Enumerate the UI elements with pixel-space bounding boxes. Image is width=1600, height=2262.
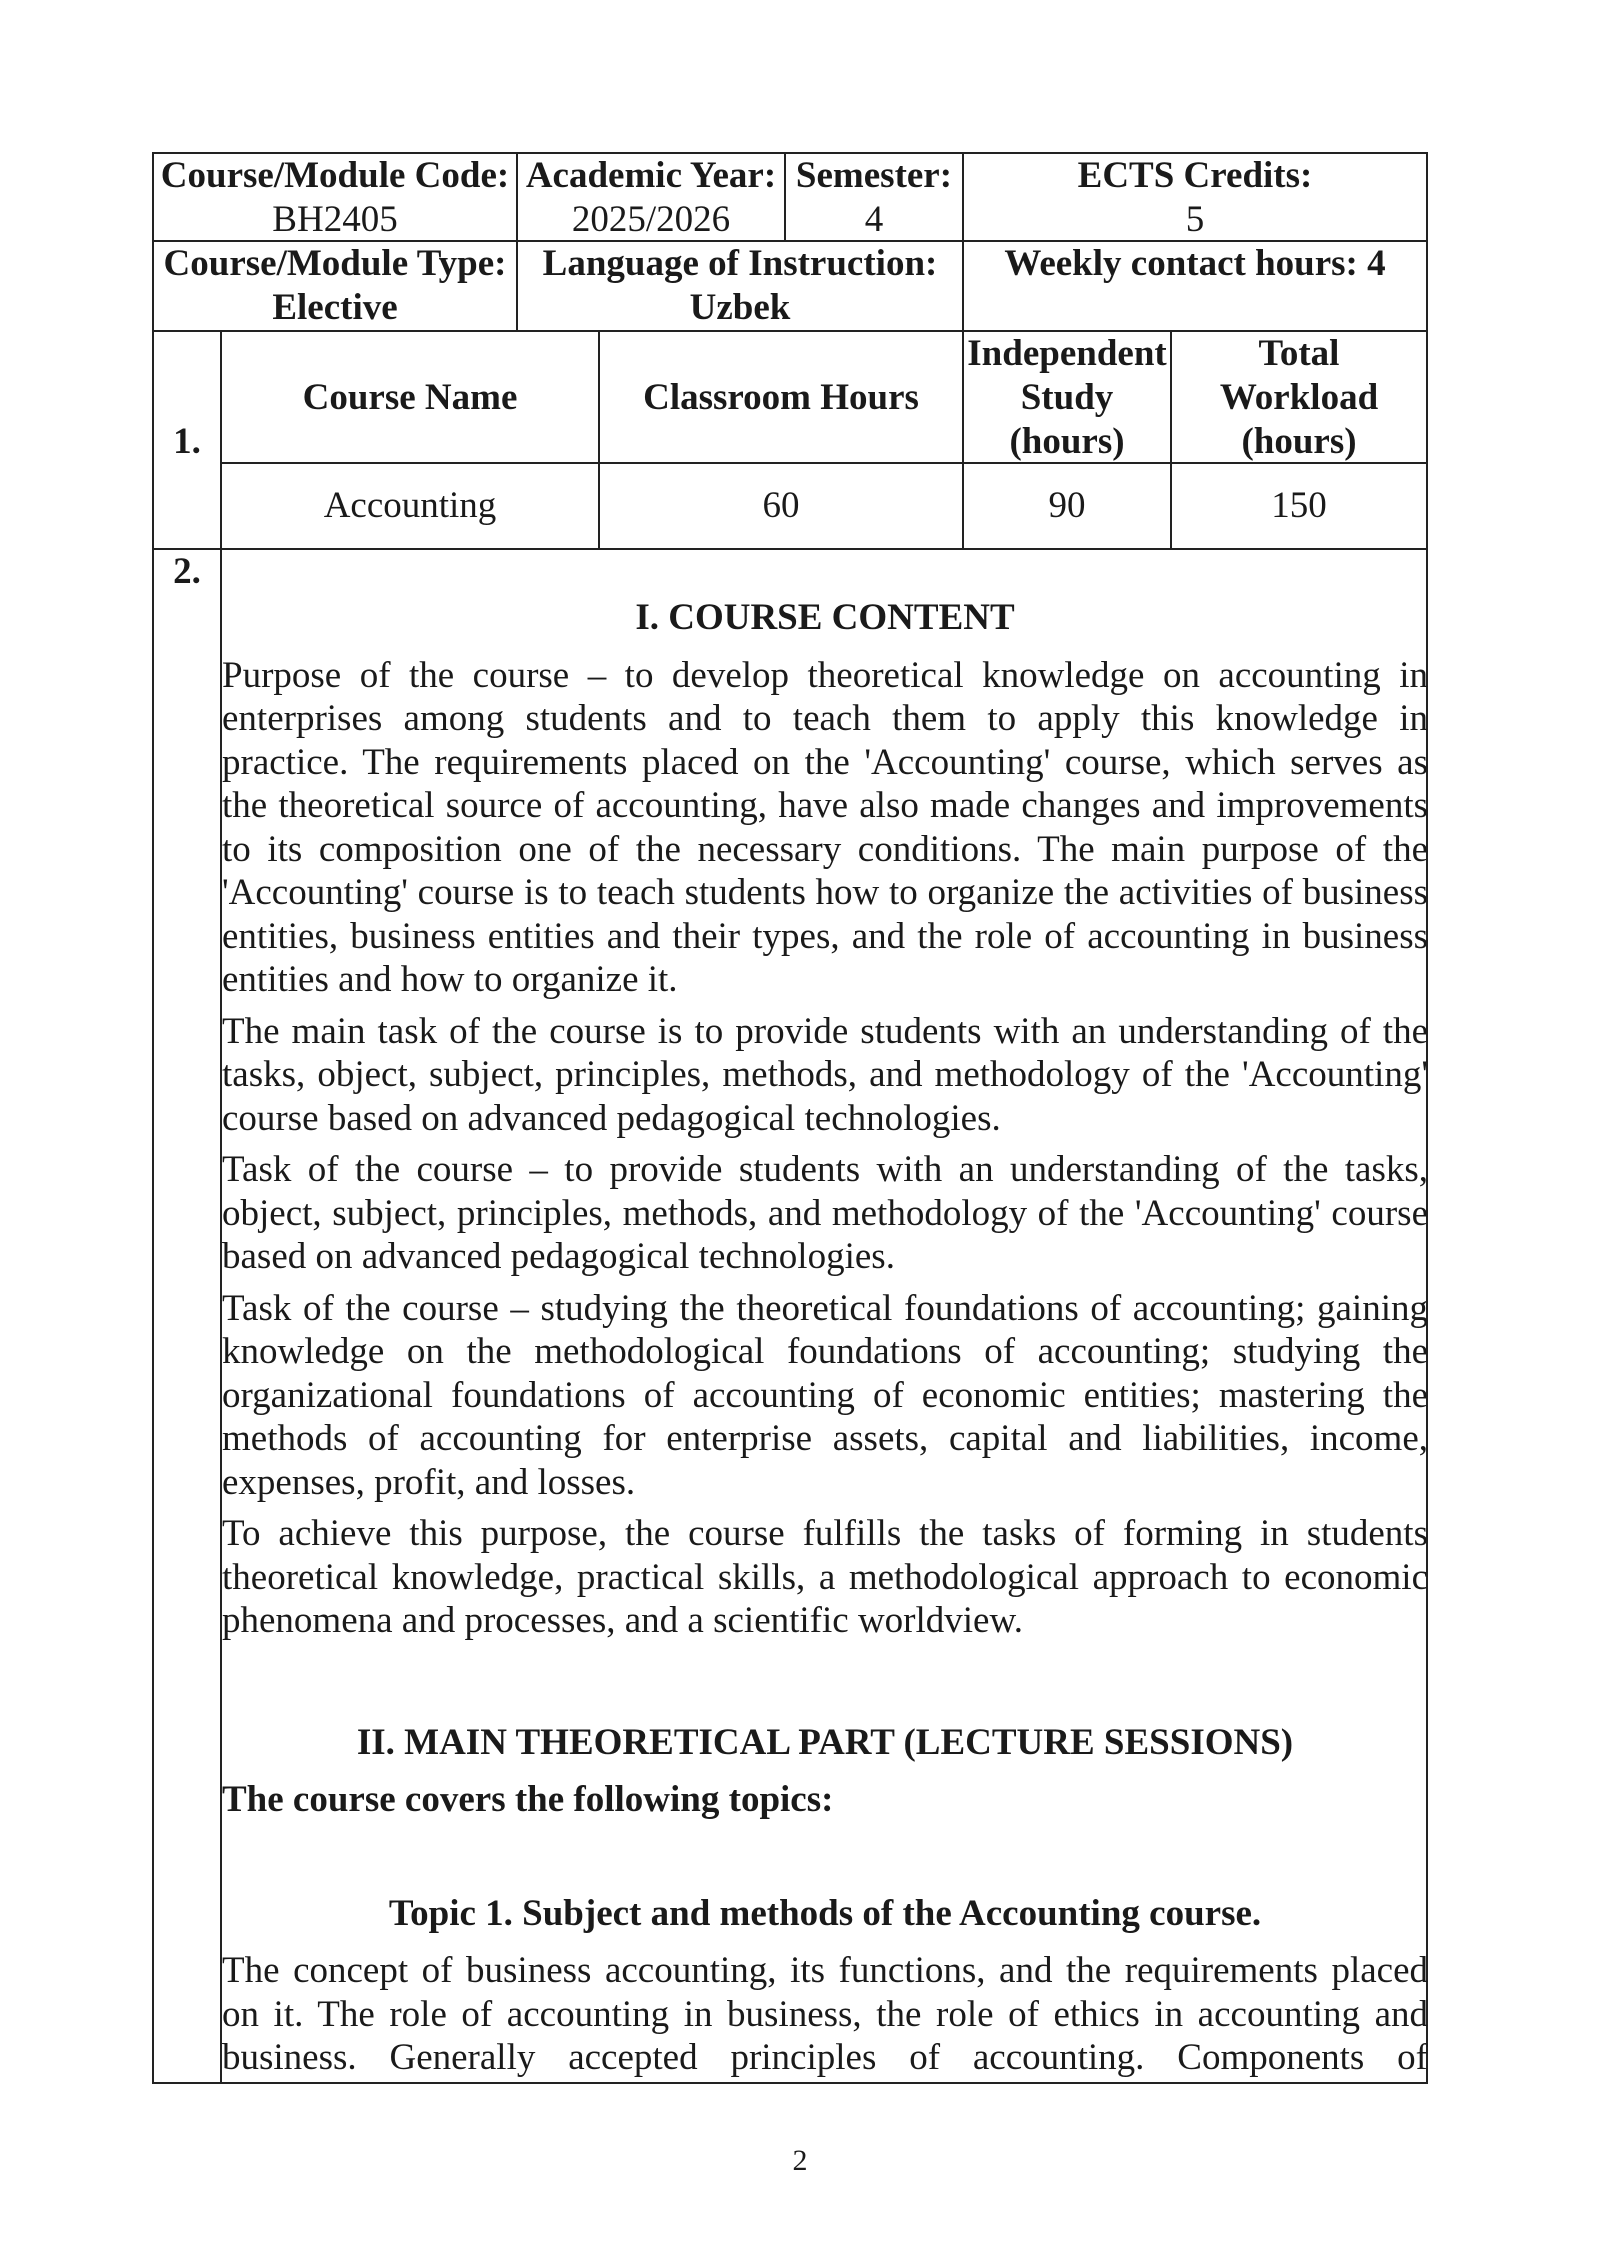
topics-intro: The course covers the following topics: xyxy=(222,1779,834,1820)
course-code-cell xyxy=(154,154,516,240)
section-2-content xyxy=(222,548,1428,2088)
ects-cell xyxy=(964,154,1426,240)
course-code-label: Course/Module Code: xyxy=(160,155,510,196)
section-number-2: 2. xyxy=(173,551,201,592)
topic-1-text: The concept of business accounting, its functions, and the requirements placed on it. The role of accounting in business, the role of ethics in accounting and business. Generally accepted principles of accounting. Components of xyxy=(222,1950,1428,2078)
module-type-value: Elective xyxy=(272,287,398,328)
academic-year-label: Academic Year: xyxy=(525,155,777,196)
column-header-line: Total xyxy=(1258,333,1340,374)
column-header-line: (hours) xyxy=(1241,421,1357,462)
module-type-cell xyxy=(154,242,516,330)
column-header-line: (hours) xyxy=(1009,421,1125,462)
paragraph: Task of the course – to provide students with an understanding of the tasks, object, subject, principles, methods, and methodology of the 'Accounting' course based on advanced pedagogical technologies. xyxy=(222,1149,1428,1277)
column-header-line: Independent xyxy=(967,333,1167,374)
cell-total-workload: 150 xyxy=(1271,485,1327,526)
semester-value: 4 xyxy=(864,199,884,240)
semester-cell xyxy=(786,154,962,240)
topic-1-title: Topic 1. Subject and methods of the Accounting course. xyxy=(388,1892,1262,1934)
column-header-total-workload xyxy=(1172,332,1426,464)
language-cell xyxy=(518,242,962,330)
heading-main-theoretical-part: II. MAIN THEORETICAL PART (LECTURE SESSIONS) xyxy=(356,1721,1294,1763)
cell-course-name: Accounting xyxy=(323,485,497,526)
semester-label: Semester: xyxy=(795,155,953,196)
cell-independent-study: 90 xyxy=(1048,485,1086,526)
paragraph: Purpose of the course – to develop theoretical knowledge on accounting in enterprises among students and to teach them to apply this knowledge in practice. The requirements placed on the 'Accounting' course, which serves as the theoretical source of accounting, have also made changes and improvements to its composition one of the necessary conditions. The main purpose of the 'Accounting' course is to teach students how to organize the activities of business entities, business entities and their types, and the role of accounting in business entities and how to organize it. xyxy=(222,654,1428,1000)
weekly-hours-text: Weekly contact hours: 4 xyxy=(1004,243,1386,284)
section-number-1: 1. xyxy=(173,421,201,462)
column-header-independent-study xyxy=(964,332,1170,464)
course-code-value: BH2405 xyxy=(272,199,398,240)
heading-course-content: I. COURSE CONTENT xyxy=(635,597,1015,638)
column-header-line: Study xyxy=(1020,377,1114,418)
module-type-label: Course/Module Type: xyxy=(163,243,507,284)
academic-year-cell xyxy=(518,154,784,240)
page-number: 2 xyxy=(792,2144,808,2177)
ects-label: ECTS Credits: xyxy=(1077,155,1313,196)
weekly-hours-cell xyxy=(964,242,1426,330)
ects-value: 5 xyxy=(1185,199,1205,240)
paragraph: To achieve this purpose, the course fulfills the tasks of forming in students theoretical knowledge, practical skills, a methodological approach to economic phenomena and processes, and a scientific worldview. xyxy=(222,1513,1428,1641)
language-value: Uzbek xyxy=(689,287,791,328)
academic-year-value: 2025/2026 xyxy=(571,199,731,240)
cell-classroom-hours: 60 xyxy=(762,485,800,526)
language-label: Language of Instruction: xyxy=(542,243,938,284)
column-header-classroom-hours: Classroom Hours xyxy=(643,377,919,418)
column-header-course-name: Course Name xyxy=(302,377,518,418)
paragraph: Task of the course – studying the theoretical foundations of accounting; gaining knowledge on the methodological foundations of accounting; studying the organizational foundations of accounting of economic entities; mastering the methods of accounting for enterprise assets, capital and liabilities, income, expenses, profit, and losses. xyxy=(222,1287,1428,1503)
column-header-line: Workload xyxy=(1219,377,1379,418)
paragraph: The main task of the course is to provide students with an understanding of the tasks, object, subject, principles, methods, and methodology of the 'Accounting' course based on advanced pedagogical technologies. xyxy=(222,1010,1428,1139)
